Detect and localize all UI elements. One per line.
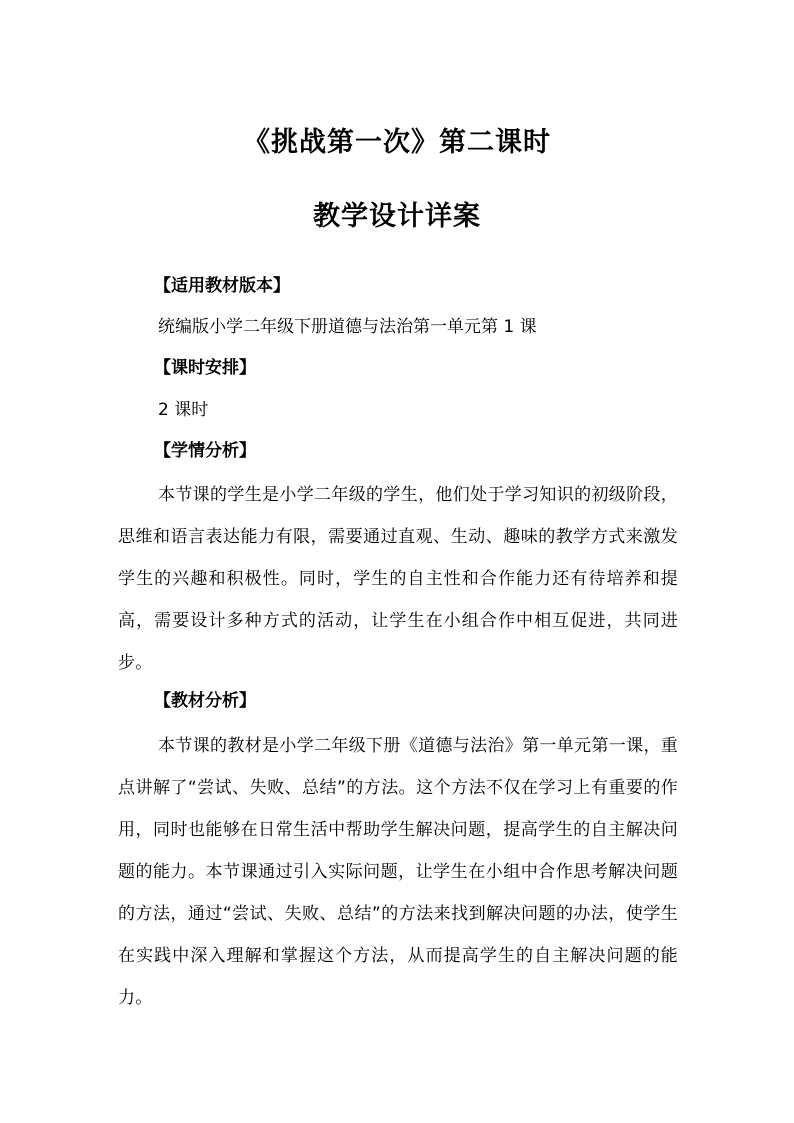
section-text-version: 统编版小学二年级下册道德与法治第一单元第 1 课 <box>158 317 537 337</box>
section-heading-version: 【适用教材版本】 <box>154 276 290 296</box>
section-heading-material-analysis: 【教材分析】 <box>154 691 256 711</box>
document-subtitle: 教学设计详案 <box>313 201 481 232</box>
section-heading-learner-analysis: 【学情分析】 <box>154 441 256 461</box>
document-title: 《挑战第一次》第二课时 <box>243 127 551 158</box>
section-paragraph-material-analysis: 本节课的教材是小学二年级下册《道德与法治》第一单元第一课，重点讲解了“尝试、失败、总结”的方法。这个方法不仅在学习上有重要的作用，同时也能够在日常生活中帮助学生解决问题，提高学生的自主解决问题的能力。本节课通过引入实际问题，让学生在小组中合作思考解决问题的方法，通过“尝试、失败、总结”的方法来找到解决问题的办法，使学生在实践中深入理解和掌握这个方法，从而提高学生的自主解决问题的能力。 <box>118 736 678 1008</box>
section-paragraph-learner-analysis: 本节课的学生是小学二年级的学生，他们处于学习知识的初级阶段，思维和语言表达能力有限，需要通过直观、生动、趣味的教学方式来激发学生的兴趣和积极性。同时，学生的自主性和合作能力还有待培养和提高，需要设计多种方式的活动，让学生在小组合作中相互促进，共同进步。 <box>118 485 678 673</box>
section-heading-hours: 【课时安排】 <box>154 358 256 378</box>
section-text-hours: 2 课时 <box>158 400 209 420</box>
